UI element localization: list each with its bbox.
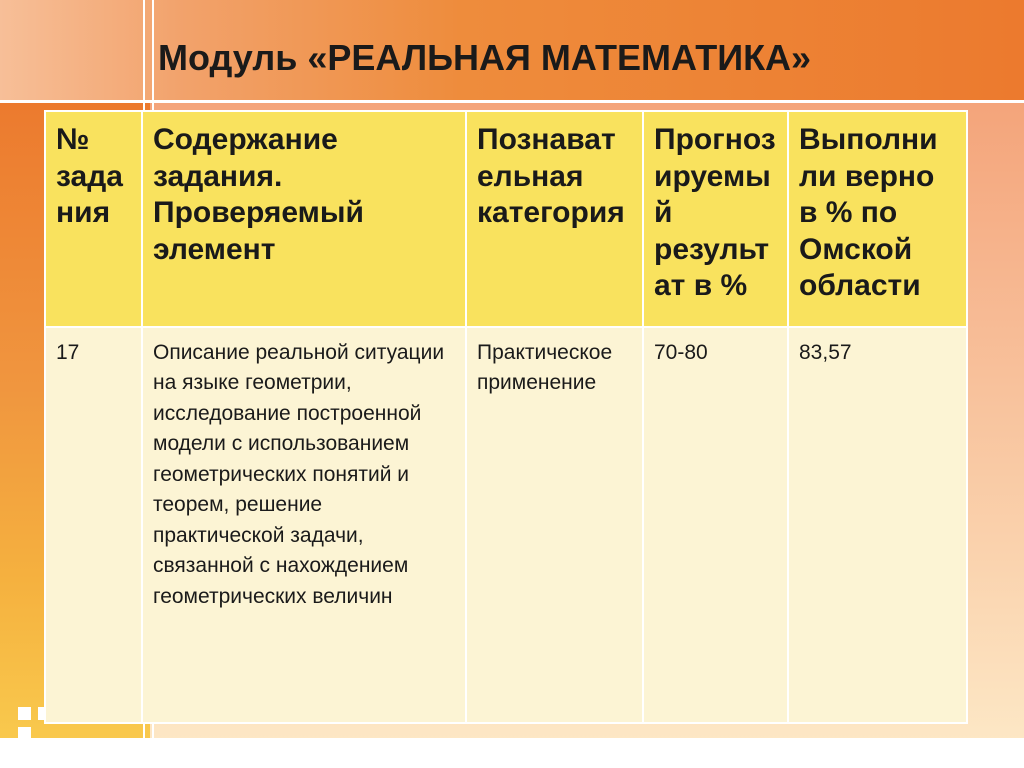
- cell-category: Практическое применение: [466, 327, 643, 723]
- cell-forecast: 70-80: [643, 327, 788, 723]
- header-cell-category: Познавательная категория: [466, 111, 643, 327]
- results-table: [44, 110, 968, 724]
- decorative-square: [18, 707, 31, 720]
- bottom-white-strip: [0, 738, 1024, 768]
- table-row: [45, 327, 967, 723]
- header-cell-forecast: Прогнозируемый результат в %: [643, 111, 788, 327]
- table-header-row: [45, 111, 967, 327]
- header-cell-result: Выполнили верно в % по Омской области: [788, 111, 967, 327]
- decorative-square: [18, 727, 31, 740]
- cell-number: 17: [45, 327, 142, 723]
- cell-result: 83,57: [788, 327, 967, 723]
- cell-content: Описание реальной ситуации на языке геометрии, исследование построенной модели с использованием геометрических понятий и теорем, решение практической задачи, связанной с нахождением геометрических величин: [142, 327, 466, 723]
- header-cell-number: № задания: [45, 111, 142, 327]
- slide-title: Модуль «РЕАЛЬНАЯ МАТЕМАТИКА»: [158, 37, 812, 78]
- divider-line: [0, 100, 1024, 103]
- header-cell-content: Содержание задания. Проверяемый элемент: [142, 111, 466, 327]
